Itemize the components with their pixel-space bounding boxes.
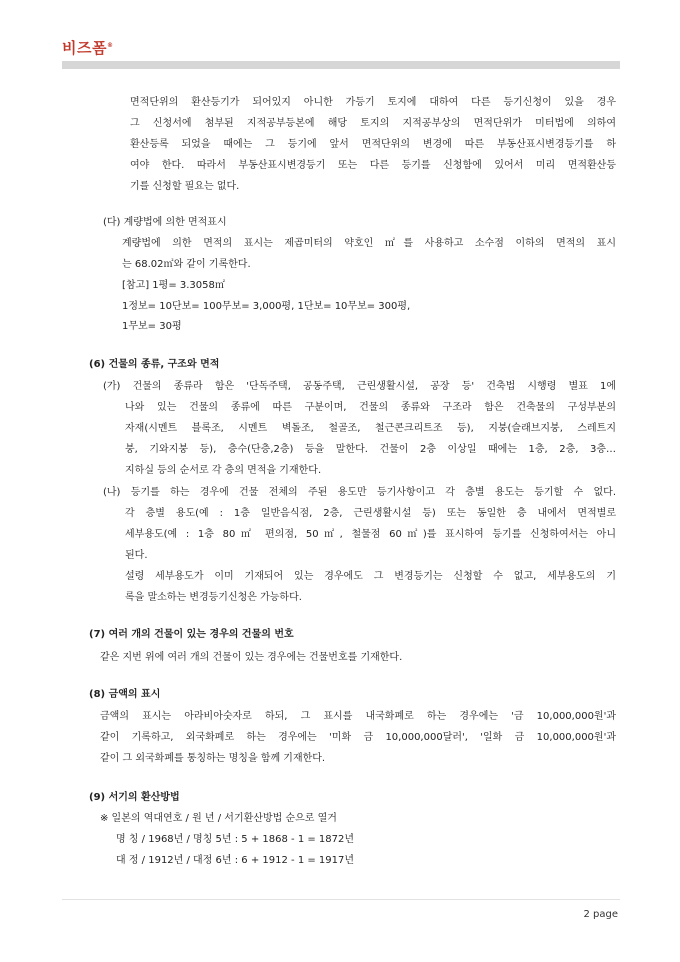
text-line: 금액의 표시는 아라비아숫자로 하되, 그 표시를 내국화폐로 하는 경우에는 '금 10,000,000원'과 — [100, 711, 616, 722]
text-line: 그 신청서에 첨부된 지적공부등본에 해당 토지의 지적공부상의 면적단위가 미터법에 의하여 — [130, 118, 616, 129]
text-line: 1무보= 30평 — [122, 321, 182, 332]
text-line: 1정보= 10단보= 100무보= 3,000평, 1단보= 10무보= 300평, — [122, 301, 411, 312]
text-line: 기를 신청할 필요는 없다. — [130, 181, 240, 192]
section-heading: (9) 서기의 환산방법 — [89, 792, 180, 803]
text-line: 면적단위의 환산등기가 되어있지 아니한 가등기 토지에 대하여 다른 등기신청이 있을 경우 — [130, 97, 616, 108]
text-line: 같이 그 외국화폐를 통칭하는 명칭을 함께 기재한다. — [100, 753, 326, 764]
text-line: 같은 지번 위에 여러 개의 건물이 있는 경우에는 건물번호를 기재한다. — [100, 652, 403, 663]
text-line: 붕, 기와지붕 등), 층수(단층,2층) 등을 말한다. 건물이 2층 이상일 때에는 1층, 2층, 3층… — [125, 444, 616, 455]
text-line: 지하실 등의 순서로 각 층의 면적을 기재한다. — [125, 465, 322, 476]
text-line: 된다. — [125, 550, 148, 561]
text-line: 같이 기록하고, 외국화폐로 하는 경우에는 '미화 금 10,000,000달러', '일화 금 10,000,000원'과 — [100, 732, 616, 743]
text-line: (나) 등기를 하는 경우에 건물 전체의 주된 용도만 등기사항이고 각 층별 용도는 등기할 수 없다. — [103, 487, 616, 498]
text-line: 나와 있는 건물의 종류에 따른 구분이며, 건물의 종류와 구조라 함은 건축물의 구성부분의 — [125, 402, 616, 413]
text-line: 각 층별 용도(예 : 1층 일반음식점, 2층, 근린생활시설 등) 또는 동일한 층 내에서 면적별로 — [125, 508, 616, 519]
text-line: 대 정 / 1912년 / 대정 6년 : 6 + 1912 - 1 = 1917년 — [116, 855, 355, 866]
text-line: 는 68.02㎡와 같이 기록한다. — [122, 259, 251, 270]
text-line: 환산등록 되었을 때에는 그 등기에 앞서 면적단위의 변경에 따른 부동산표시변경등기를 하 — [130, 139, 616, 150]
text-line: 록을 말소하는 변경등기신청은 가능하다. — [125, 592, 302, 603]
section-heading: (8) 금액의 표시 — [89, 689, 161, 700]
logo: 비즈폼® — [62, 39, 114, 57]
text-line: 명 칭 / 1968년 / 명칭 5년 : 5 + 1868 - 1 = 1872년 — [116, 834, 355, 845]
page-number: 2 page — [583, 909, 618, 920]
subheading: (다) 계량법에 의한 면적표시 — [103, 217, 227, 228]
header-bar — [62, 61, 620, 69]
footer-divider — [62, 899, 620, 900]
text-line: 여야 한다. 따라서 부동산표시변경등기 또는 다른 등기를 신청함에 있어서 미리 면적환산등 — [130, 160, 616, 171]
text-line: 계량법에 의한 면적의 표시는 제곱미터의 약호인 ㎡를 사용하고 소수점 이하의 면적의 표시 — [122, 238, 616, 249]
text-line: [참고] 1평= 3.3058㎡ — [122, 280, 225, 291]
section-heading: (7) 여러 개의 건물이 있는 경우의 건물의 번호 — [89, 629, 294, 640]
text-line: 설령 세부용도가 이미 기재되어 있는 경우에도 그 변경등기는 신청할 수 없고, 세부용도의 기 — [125, 571, 616, 582]
text-line: (가) 건물의 종류라 함은 '단독주택, 공동주택, 근린생활시설, 공장 등' 건축법 시행령 별표 1에 — [103, 381, 616, 392]
section-heading: (6) 건물의 종류, 구조와 면적 — [89, 359, 220, 370]
text-line: 세부용도(예 : 1층 80㎡ 편의점, 50㎡, 철물점 60㎡)를 표시하여 등기를 신청하여서는 아니 — [125, 529, 616, 540]
text-line: ※ 일본의 역대연호 / 원 년 / 서기환산방법 순으로 열거 — [100, 813, 337, 824]
text-line: 자재(시멘트 블록조, 시멘트 벽돌조, 철골조, 철근콘크리트조 등), 지붕(슬래브지붕, 스레트지 — [125, 423, 616, 434]
